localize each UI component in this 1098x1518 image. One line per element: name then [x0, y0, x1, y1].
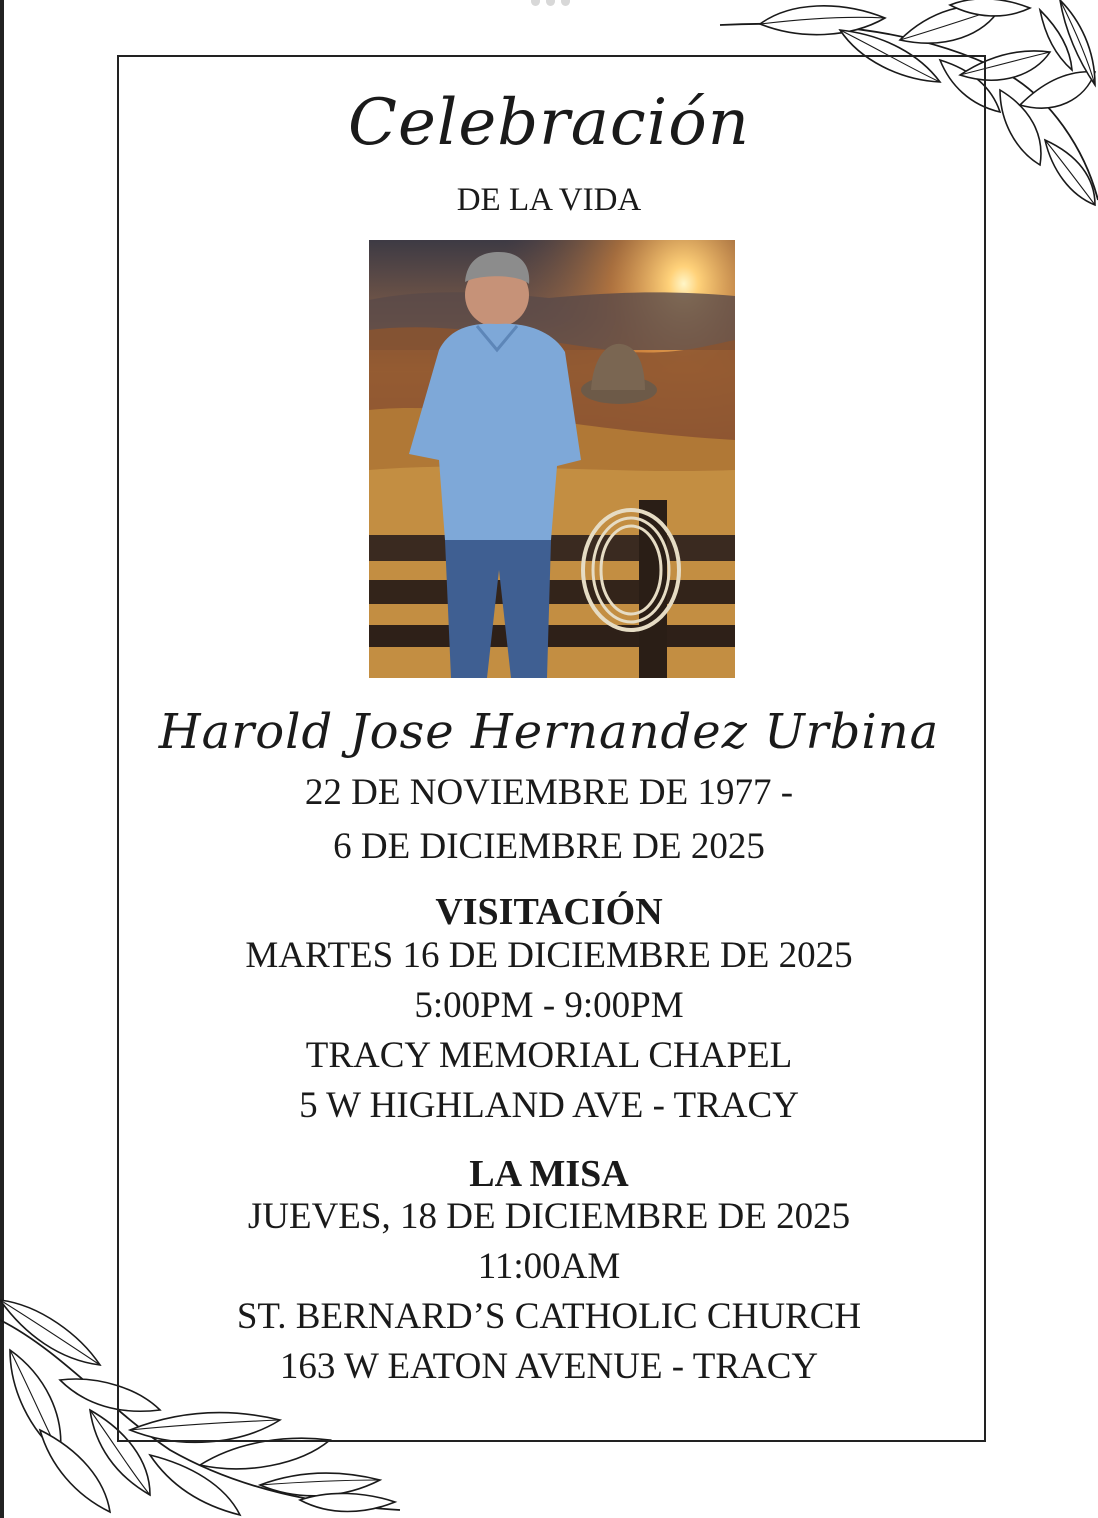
page-dot	[546, 0, 555, 6]
card-subtitle: DE LA VIDA	[456, 182, 642, 218]
mass-heading: LA MISA	[469, 1153, 629, 1195]
page-dot	[531, 0, 540, 6]
page-dot	[561, 0, 570, 6]
mass-place: ST. BERNARD’S CATHOLIC CHURCH	[236, 1296, 862, 1337]
memorial-photo	[369, 240, 735, 678]
visitation-address: 5 W HIGHLAND AVE - TRACY	[299, 1085, 799, 1126]
visitation-heading: VISITACIÓN	[435, 891, 663, 933]
mass-address: 163 W EATON AVENUE - TRACY	[279, 1346, 819, 1387]
death-date-line: 6 DE DICIEMBRE DE 2025	[333, 826, 765, 867]
visitation-time: 5:00PM - 9:00PM	[414, 985, 684, 1026]
birth-date-line: 22 DE NOVIEMBRE DE 1977 -	[304, 772, 794, 813]
mass-date: JUEVES, 18 DE DICIEMBRE DE 2025	[247, 1196, 851, 1237]
mass-time: 11:00AM	[477, 1246, 621, 1287]
deceased-name: Harold Jose Hernandez Urbina	[158, 704, 940, 760]
card-title: Celebración	[348, 86, 750, 160]
visitation-date: MARTES 16 DE DICIEMBRE DE 2025	[245, 935, 853, 976]
page-indicator	[531, 0, 570, 6]
visitation-place: TRACY MEMORIAL CHAPEL	[305, 1035, 793, 1076]
